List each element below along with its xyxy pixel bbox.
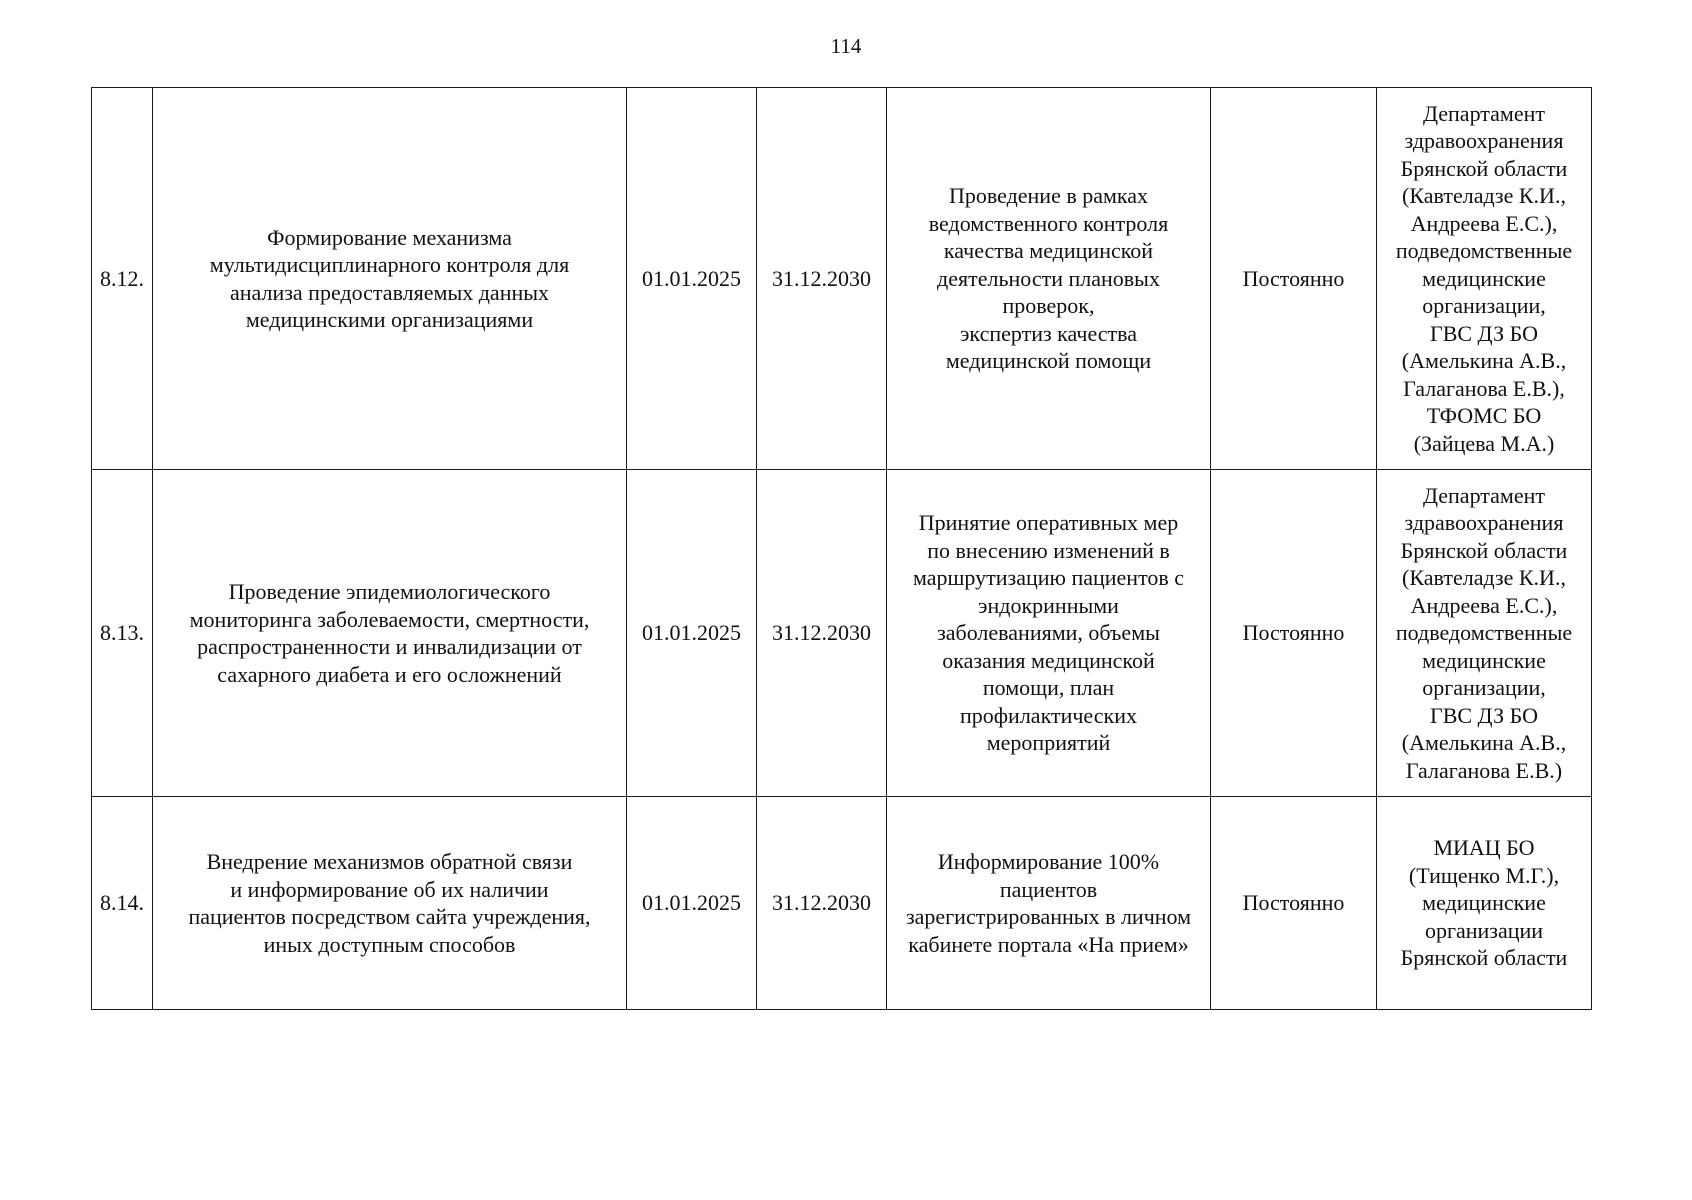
responsible-line: Департамент [1422,100,1545,126]
activity-cell [153,88,627,470]
responsible-line: здравоохранения [1404,510,1564,536]
activity-line: мультидисциплинарного контроля для [209,252,570,277]
start-date-cell: 01.01.2025 [627,470,757,797]
responsible-line: (Амелькина А.В., [1401,730,1567,756]
activity-cell [153,797,627,1010]
start-date-cell: 01.01.2025 [627,88,757,470]
responsible-line: МИАЦ БО [1433,835,1535,861]
responsible-line: (Зайцева М.А.) [1413,430,1555,456]
result-line: пациентов [999,876,1098,902]
activity-line: Формирование механизма [267,224,512,250]
responsible-line: ГВС ДЗ БО [1429,320,1538,346]
responsible-line: ТФОМС БО [1426,403,1542,429]
activity-line: распространенности и инвалидизации от [197,634,582,659]
start-date-cell: 01.01.2025 [627,797,757,1010]
result-cell [887,88,1211,470]
result-line: ведомственного контроля [928,210,1169,236]
responsible-line: Брянской области [1400,155,1568,181]
responsible-line: Галаганова Е.В.) [1405,757,1563,783]
activity-cell [153,470,627,797]
responsible-line: Галаганова Е.В.), [1403,375,1565,401]
result-line: Информирование 100% [937,849,1160,874]
responsible-line: медицинские [1422,265,1546,291]
table-row [92,470,1592,797]
activity-line: Внедрение механизмов обратной связи [206,849,573,874]
result-line: профилактических [960,702,1137,728]
responsible-line: здравоохранения [1404,128,1564,154]
result-line: по внесению изменений в [927,537,1170,563]
activity-line: и информирование об их наличии [230,876,549,902]
activity-line: медицинскими организациями [245,307,534,332]
item-number-cell: 8.12. [92,88,153,470]
responsible-line: Департамент [1422,482,1545,508]
responsible-line: подведомственные [1395,238,1573,264]
result-line: проверок, [1002,293,1095,319]
responsible-line: ГВС ДЗ БО [1429,702,1538,728]
responsible-line: (Тищенко М.Г.), [1408,862,1560,888]
end-date-cell: 31.12.2030 [757,88,887,470]
table-row [92,88,1592,470]
result-line: помощи, план [982,675,1115,701]
item-number-cell: 8.14. [92,797,153,1010]
responsible-line: организации, [1422,675,1546,701]
result-line: зарегистрированных в личном [905,904,1192,929]
responsible-line: медицинские [1422,647,1546,673]
responsible-cell [1377,470,1592,797]
result-line: маршрутизацию пациентов с [912,565,1185,591]
result-line: мероприятий [986,730,1111,756]
period-cell: Постоянно [1211,470,1377,797]
item-number-cell: 8.13. [92,470,153,797]
end-date-cell: 31.12.2030 [757,470,887,797]
activity-line: сахарного диабета и его осложнений [217,661,562,687]
result-line: деятельности плановых [937,265,1160,291]
responsible-line: (Кавтеладзе К.И., [1402,183,1566,209]
activity-plan-table [91,87,1592,1010]
responsible-line: (Кавтеладзе К.И., [1402,565,1566,591]
activity-line: Проведение эпидемиологического [228,579,551,604]
responsible-line: организации [1424,917,1544,943]
responsible-line: Брянской области [1400,945,1568,971]
result-line: экспертиз качества [959,320,1138,346]
result-line: Принятие оперативных мер [918,510,1179,536]
responsible-cell [1377,797,1592,1010]
responsible-cell [1377,88,1592,470]
result-line: оказания медицинской [942,647,1155,673]
page-number: 114 [830,34,862,58]
result-cell [887,470,1211,797]
period-cell: Постоянно [1211,88,1377,470]
table-row [92,797,1592,1010]
responsible-line: медицинские [1422,890,1546,916]
result-line: качества медицинской [943,238,1154,264]
activity-line: мониторинга заболеваемости, смертности, [189,606,590,632]
responsible-line: организации, [1422,293,1546,319]
responsible-line: Брянской области [1400,537,1568,563]
result-cell [887,797,1211,1010]
activity-line: анализа предоставляемых данных [229,279,550,305]
end-date-cell: 31.12.2030 [757,797,887,1010]
result-line: Проведение в рамках [948,183,1149,209]
result-line: медицинской помощи [945,348,1152,374]
responsible-line: Андреева Е.С.), [1410,210,1558,236]
period-cell: Постоянно [1211,797,1377,1010]
activity-line: иных доступным способов [263,931,516,957]
activity-line: пациентов посредством сайта учреждения, [188,904,591,929]
responsible-line: (Амелькина А.В., [1401,348,1567,374]
responsible-line: подведомственные [1395,620,1573,646]
result-line: заболеваниями, объемы [937,620,1160,646]
result-line: эндокринными [978,592,1119,618]
responsible-line: Андреева Е.С.), [1410,592,1558,618]
result-line: кабинете портала «На прием» [908,931,1189,957]
